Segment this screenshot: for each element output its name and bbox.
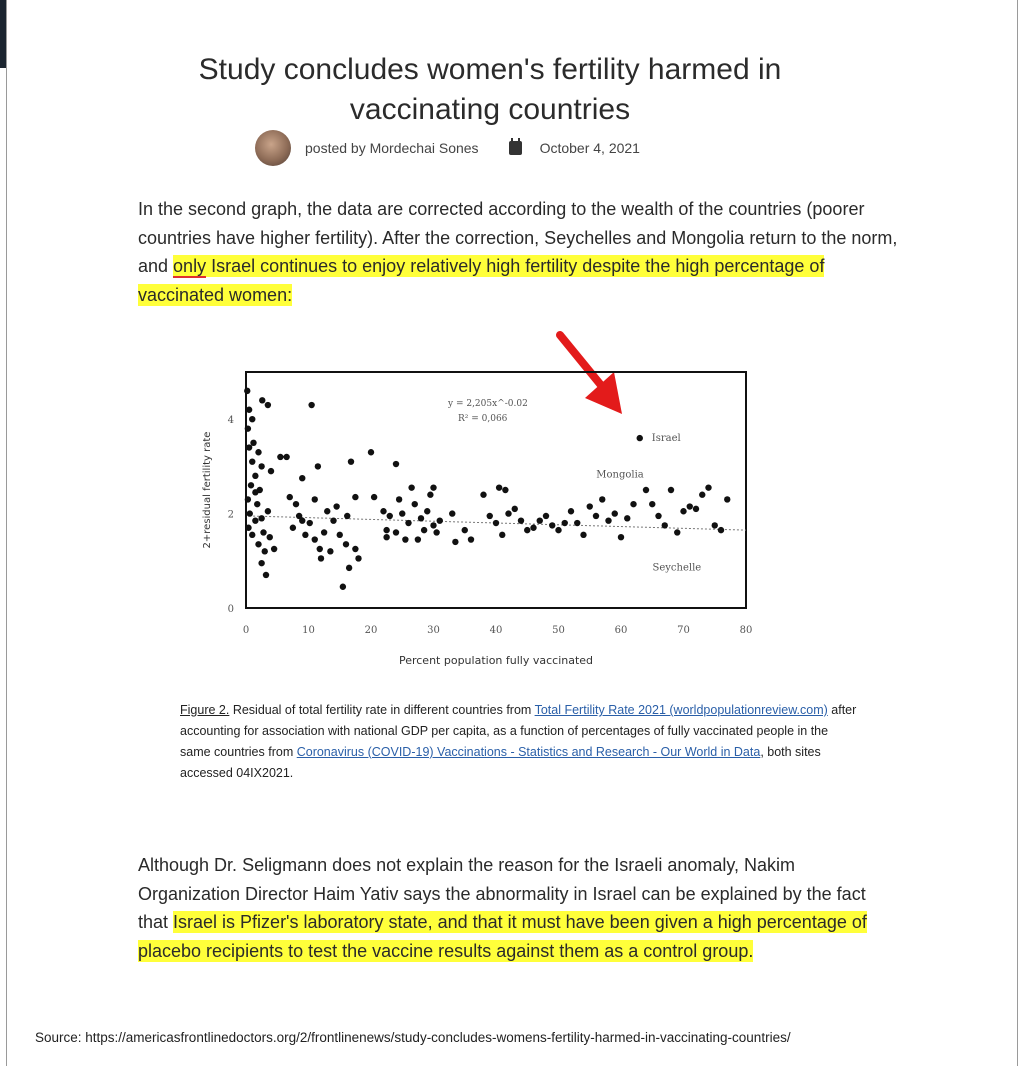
highlighted-conclusion: Israel is Pfizer's laboratory state, and that it must have been given a high percentage of placebo recipients to test the vaccine results against them as a control group. <box>138 912 867 961</box>
x-tick-label: 50 <box>552 625 565 636</box>
post-meta <box>255 128 640 168</box>
caption-text-3: , both sites accessed 04IX2021. <box>180 745 821 780</box>
x-tick-label: 80 <box>739 625 753 636</box>
x-tick-label: 30 <box>427 625 440 636</box>
highlighted-text: Israel continues to enjoy relatively high fertility despite the high percentage of vaccinated women: <box>138 256 825 305</box>
paragraph-intro <box>138 195 898 309</box>
highlight-only <box>173 255 206 277</box>
article-title: Study concludes women's fertility harmed in vaccinating countries <box>198 53 782 127</box>
y-axis-label: 2+residual fertility rate <box>202 431 213 549</box>
paragraph-conclusion-text: Although Dr. Seligmann does not explain the reason for the Israeli anomaly, Nakim Organization Director Haim Yativ says the abnormality in Israel can be explained by the fact that <box>138 855 866 932</box>
paragraph-conclusion <box>138 851 898 965</box>
y-tick-label: 2 <box>227 509 234 521</box>
figure-caption <box>180 700 860 784</box>
caption-lead: Figure 2. <box>180 703 230 717</box>
y-tick-label: 4 <box>227 415 234 427</box>
trend-equation: y = 2,205x^-0.02 <box>448 399 528 409</box>
author-avatar <box>255 130 291 166</box>
author-name: posted by Mordechai Sones <box>305 140 479 156</box>
x-tick-label: 60 <box>614 625 628 636</box>
calendar-icon <box>509 141 522 155</box>
caption-link-fertility[interactable]: Total Fertility Rate 2021 (worldpopulationreview.com) <box>534 703 828 717</box>
x-tick-label: 0 <box>242 625 250 636</box>
point-annotation: Mongolia <box>596 469 644 481</box>
point-annotation: Israel <box>651 433 681 445</box>
x-tick-label: 10 <box>302 625 315 636</box>
x-tick-label: 70 <box>677 625 690 636</box>
underlined-word: only <box>173 256 207 276</box>
caption-link-owid[interactable]: Coronavirus (COVID-19) Vaccinations - Statistics and Research - Our World in Data <box>296 745 761 759</box>
x-axis-label: Percent population fully vaccinated <box>398 654 594 667</box>
caption-text-2: after accounting for association with national GDP per capita, as a function of percentages of fully vaccinated people in the same countries from <box>180 703 857 759</box>
paragraph-intro-text: In the second graph, the data are corrected according to the wealth of the countries (poorer countries have higher fertility). After the correction, Seychelles and Mongolia return to the norm, and <box>138 199 898 276</box>
y-tick-label: 0 <box>227 604 234 615</box>
x-tick-label: 40 <box>489 625 503 636</box>
point-annotation: Seychelle <box>652 562 702 574</box>
caption-text-1: Residual of total fertility rate in different countries from <box>229 703 535 717</box>
x-tick-label: 20 <box>364 625 378 636</box>
r-squared-label: R² = 0,066 <box>458 414 508 424</box>
source-line: Source: https://americasfrontlinedoctors.org/2/frontlinenews/study-concludes-womens-fertility-harmed-in-vaccinating-countries/ <box>35 1030 791 1045</box>
post-date: October 4, 2021 <box>539 140 640 156</box>
